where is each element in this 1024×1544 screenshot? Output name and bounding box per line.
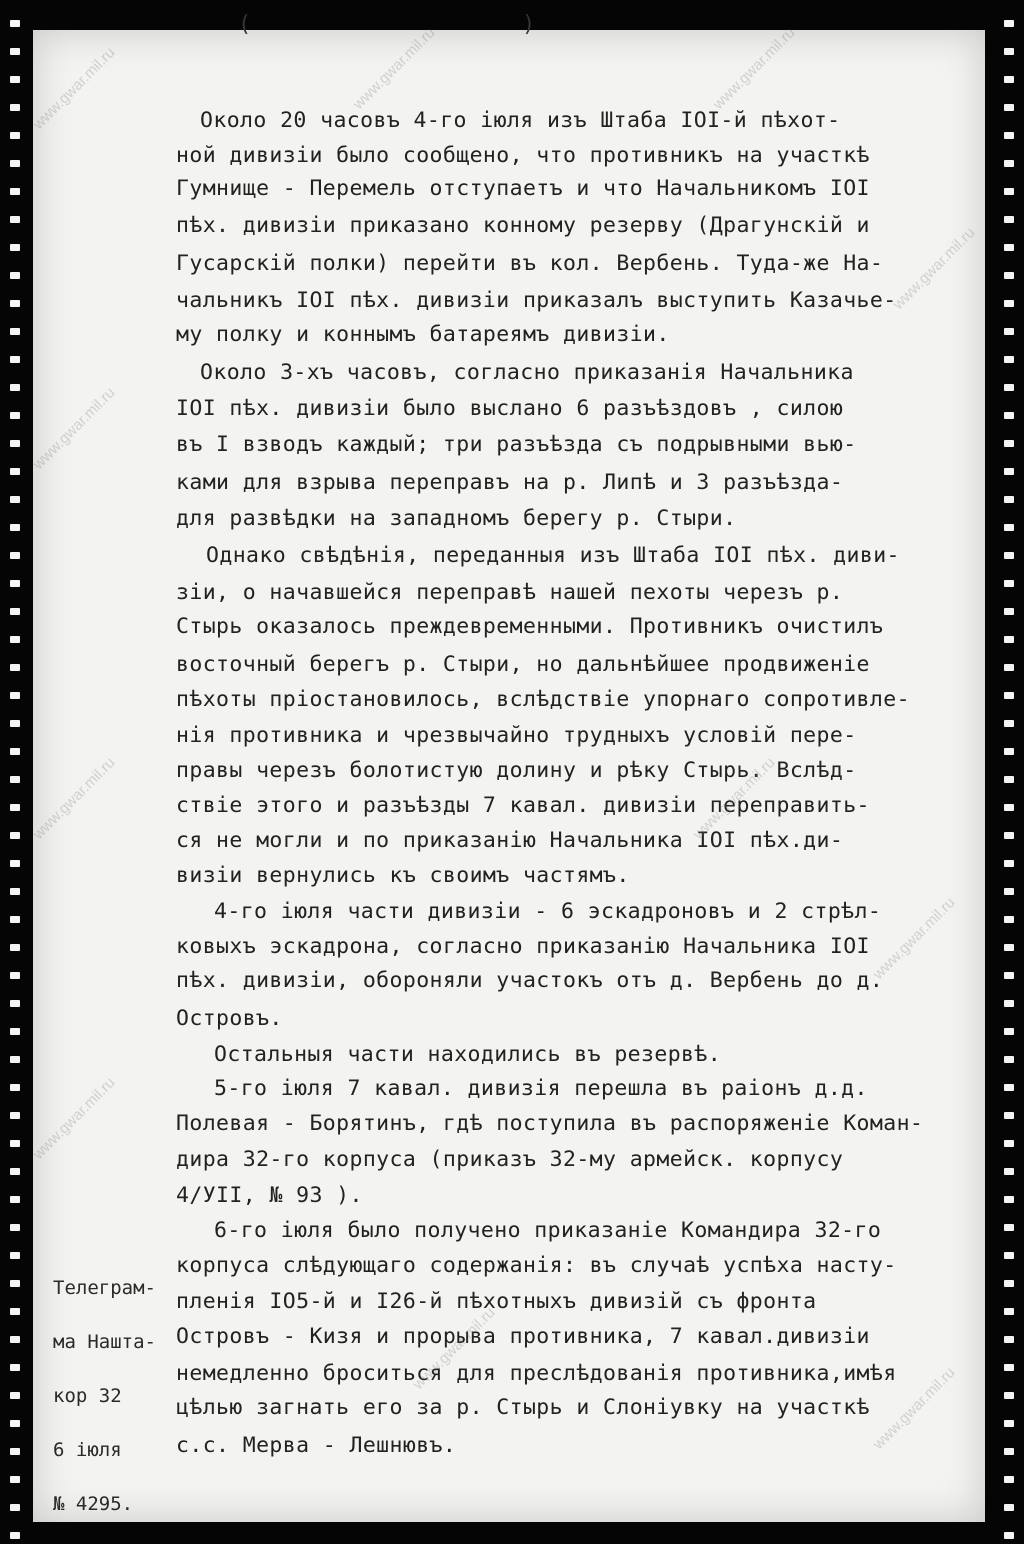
perforation-hole — [1004, 1420, 1014, 1427]
document-line: Стырь оказалось преждевременными. Противникъ очистилъ — [176, 614, 884, 639]
perforation-hole — [10, 20, 20, 27]
perforation-hole — [1004, 1252, 1014, 1259]
perforation-hole — [1004, 888, 1014, 895]
perforation-hole — [1004, 440, 1014, 447]
perforation-hole — [1004, 1448, 1014, 1455]
perforation-hole — [1004, 244, 1014, 251]
perforation-hole — [1004, 1084, 1014, 1091]
perforation-hole — [1004, 1504, 1014, 1511]
perforation-hole — [10, 1280, 20, 1287]
perforation-hole — [10, 188, 20, 195]
perforation-hole — [10, 832, 20, 839]
perforation-hole — [10, 944, 20, 951]
document-line: Полевая - Борятинъ, гдѣ поступила въ распоряженiе Коман- — [176, 1111, 924, 1136]
document-line: му полку и коннымъ батареямъ дивизiи. — [176, 322, 670, 347]
perforation-hole — [10, 692, 20, 699]
perforation-hole — [1004, 832, 1014, 839]
document-line: пѣхоты прiостановилось, вслѣдствiе упорнаго сопротивле- — [176, 687, 910, 712]
document-line: для развѣдки на западномъ берегу р. Стыри. — [176, 506, 737, 531]
perforation-hole — [1004, 1112, 1014, 1119]
top-bracket-right: ) — [522, 12, 536, 37]
perforation-hole — [1004, 188, 1014, 195]
perforation-hole — [1004, 1196, 1014, 1203]
perforation-hole — [10, 664, 20, 671]
perforation-hole — [1004, 580, 1014, 587]
document-line: дира 32-го корпуса (приказъ 32-му армейск. корпусу — [176, 1147, 844, 1172]
margin-note-line: № 4295. — [53, 1493, 134, 1515]
perforation-hole — [10, 328, 20, 335]
watermark-text: www.gwar.mil.ru — [709, 24, 799, 113]
perforation-hole — [1004, 664, 1014, 671]
perforation-hole — [10, 1252, 20, 1259]
margin-note-line: кор 32 — [53, 1385, 122, 1407]
perforation-hole — [1004, 776, 1014, 783]
perforation-hole — [1004, 76, 1014, 83]
perforation-hole — [1004, 1476, 1014, 1483]
perforation-hole — [10, 1364, 20, 1371]
document-line: 5-го iюля 7 кавал. дивизiя перешла въ раiонъ д.д. — [214, 1076, 868, 1101]
perforation-hole — [1004, 384, 1014, 391]
watermark-text: www.gwar.mil.ru — [29, 44, 119, 133]
perforation-hole — [1004, 748, 1014, 755]
watermark-text: www.gwar.mil.ru — [349, 24, 439, 113]
perforation-hole — [10, 1392, 20, 1399]
perforation-hole — [10, 1000, 20, 1007]
perforation-hole — [1004, 552, 1014, 559]
perforation-hole — [1004, 1140, 1014, 1147]
perforation-hole — [1004, 132, 1014, 139]
perforation-hole — [1004, 48, 1014, 55]
perforation-hole — [1004, 524, 1014, 531]
perforation-hole — [10, 272, 20, 279]
document-line: чальникъ IOI пѣх. дивизiи приказалъ выступить Казачье- — [176, 288, 897, 313]
perforation-hole — [10, 356, 20, 363]
perforation-hole — [10, 1140, 20, 1147]
perforation-hole — [1004, 1224, 1014, 1231]
perforation-hole — [1004, 272, 1014, 279]
watermark-text: www.gwar.mil.ru — [409, 1304, 499, 1393]
perforation-hole — [10, 776, 20, 783]
perforation-hole — [10, 76, 20, 83]
document-line: Однако свѣдѣнiя, переданныя изъ Штаба IOI пѣх. диви- — [206, 543, 900, 568]
document-line: ками для взрыва переправъ на р. Липѣ и 3 разъѣзда- — [176, 470, 844, 495]
document-line: цѣлью загнать его за р. Стырь и Слонiувку на участкѣ — [176, 1395, 870, 1420]
document-line: IOI пѣх. дивизiи было выслано 6 разъѣздовъ , силою — [176, 396, 844, 421]
document-line: ной дивизiи было сообщено, что противникъ на участкѣ — [176, 143, 870, 168]
perforation-hole — [10, 636, 20, 643]
perforation-hole — [1004, 160, 1014, 167]
document-line: с.с. Мерва - Лешнювъ. — [176, 1433, 457, 1458]
margin-note-line: Телеграм- — [53, 1277, 156, 1299]
perforation-hole — [10, 1504, 20, 1511]
perforation-hole — [1004, 1000, 1014, 1007]
perforation-hole — [1004, 944, 1014, 951]
document-line: ковыхъ эскадрона, согласно приказанiю Начальника IOI — [176, 934, 870, 959]
perforation-hole — [1004, 1280, 1014, 1287]
document-line: Гусарскiй полки) перейти въ кол. Вербень. Туда-же На- — [176, 251, 884, 276]
perforation-hole — [10, 1028, 20, 1035]
perforation-hole — [1004, 972, 1014, 979]
document-line: въ I взводъ каждый; три разъѣзда съ подрывными вью- — [176, 432, 857, 457]
perforation-hole — [10, 132, 20, 139]
perforation-hole — [10, 244, 20, 251]
document-line: Островъ. — [176, 1006, 283, 1031]
perforation-hole — [1004, 1056, 1014, 1063]
watermark-text: www.gwar.mil.ru — [889, 224, 979, 313]
perforation-hole — [10, 804, 20, 811]
perforation-hole — [1004, 412, 1014, 419]
perforation-hole — [10, 1196, 20, 1203]
document-line: ствiе этого и разъѣзды 7 кавал. дивизiи переправить- — [176, 793, 870, 818]
perforation-hole — [1004, 636, 1014, 643]
perforation-hole — [1004, 1028, 1014, 1035]
perforation-hole — [10, 1168, 20, 1175]
watermark-text: www.gwar.mil.ru — [689, 754, 779, 843]
perforation-hole — [10, 552, 20, 559]
perforation-hole — [1004, 216, 1014, 223]
perforation-hole — [1004, 1532, 1014, 1539]
document-line: нiя противника и чрезвычайно трудныхъ условiй пере- — [176, 723, 857, 748]
perforation-hole — [10, 860, 20, 867]
document-line: ся не могли и по приказанiю Начальника IOI пѣх.ди- — [176, 828, 844, 853]
document-line: правы черезъ болотистую долину и рѣку Стырь. Вслѣд- — [176, 758, 857, 783]
perforation-hole — [10, 524, 20, 531]
perforation-hole — [10, 300, 20, 307]
perforation-hole — [10, 580, 20, 587]
document-line: пленiя IO5-й и I26-й пѣхотныхъ дивизiй съ фронта — [176, 1289, 817, 1314]
watermark-text: www.gwar.mil.ru — [29, 754, 119, 843]
perforation-hole — [10, 1532, 20, 1539]
document-line: Остальныя части находились въ резервѣ. — [214, 1042, 722, 1067]
perforation-hole — [10, 1476, 20, 1483]
watermark-text: www.gwar.mil.ru — [869, 1364, 959, 1453]
perforation-hole — [1004, 804, 1014, 811]
perforation-hole — [10, 1336, 20, 1343]
perforation-hole — [10, 160, 20, 167]
perforation-hole — [10, 440, 20, 447]
perforation-hole — [1004, 300, 1014, 307]
document-line: 6-го iюля было получено приказанiе Командира 32-го — [214, 1218, 882, 1243]
perforation-hole — [1004, 468, 1014, 475]
perforation-hole — [10, 1308, 20, 1315]
perforation-hole — [10, 48, 20, 55]
perforation-hole — [1004, 1168, 1014, 1175]
perforation-hole — [10, 1224, 20, 1231]
perforation-hole — [1004, 860, 1014, 867]
document-line: 4-го iюля части дивизiи - 6 эскадроновъ и 2 стрѣл- — [214, 899, 882, 924]
document-line: зiи, о начавшейся переправѣ нашей пехоты черезъ р. — [176, 580, 844, 605]
perforation-hole — [1004, 1308, 1014, 1315]
document-line: пѣх. дивизiи, обороняли участокъ отъ д. Вербень до д. — [176, 968, 884, 993]
perforation-hole — [10, 1420, 20, 1427]
document-line: Около 20 часовъ 4-го iюля изъ Штаба IOI-й пѣхот- — [200, 108, 841, 133]
document-line: Гумнище - Перемель отступаетъ и что Начальникомъ IOI — [176, 176, 870, 201]
perforation-hole — [1004, 608, 1014, 615]
margin-note-line: 6 iюля — [53, 1439, 122, 1461]
document-line: пѣх. дивизiи приказано конному резерву (Драгунскiй и — [176, 213, 870, 238]
document-line: визiи вернулись къ своимъ частямъ. — [176, 863, 630, 888]
perforation-hole — [10, 748, 20, 755]
perforation-hole — [1004, 496, 1014, 503]
perforation-hole — [10, 384, 20, 391]
perforation-hole — [10, 468, 20, 475]
margin-note-line: ма Нашта- — [53, 1331, 156, 1353]
perforation-hole — [10, 1056, 20, 1063]
document-line: восточный берегъ р. Стыри, но дальнѣйшее продвиженiе — [176, 652, 870, 677]
perforation-hole — [1004, 1364, 1014, 1371]
perforation-hole — [10, 496, 20, 503]
document-line: Островъ - Кизя и прорыва противника, 7 кавал.дивизiи — [176, 1324, 870, 1349]
perforation-hole — [10, 888, 20, 895]
perforation-hole — [10, 412, 20, 419]
perforation-hole — [10, 1084, 20, 1091]
document-line: немедленно броситься для преслѣдованiя противника,имѣя — [176, 1361, 897, 1386]
perforation-hole — [1004, 692, 1014, 699]
perforation-hole — [10, 104, 20, 111]
perforation-hole — [1004, 1392, 1014, 1399]
perforation-hole — [10, 1112, 20, 1119]
perforation-hole — [10, 916, 20, 923]
watermark-text: www.gwar.mil.ru — [29, 1074, 119, 1163]
perforation-hole — [1004, 1336, 1014, 1343]
perforation-hole — [1004, 104, 1014, 111]
perforation-hole — [1004, 328, 1014, 335]
perforation-hole — [1004, 916, 1014, 923]
perforation-hole — [10, 720, 20, 727]
perforation-hole — [10, 1448, 20, 1455]
margin-note — [53, 1243, 156, 1531]
watermark-text: www.gwar.mil.ru — [29, 384, 119, 473]
perforation-hole — [1004, 356, 1014, 363]
document-line: 4/УII, № 93 ). — [176, 1183, 363, 1208]
perforation-hole — [1004, 20, 1014, 27]
document-line: Около 3-хъ часовъ, согласно приказанiя Начальника — [200, 360, 854, 385]
perforation-hole — [10, 608, 20, 615]
document-line: корпуса слѣдующаго содержанiя: въ случаѣ успѣха насту- — [176, 1253, 897, 1278]
perforation-hole — [1004, 720, 1014, 727]
perforation-hole — [10, 972, 20, 979]
watermark-text: www.gwar.mil.ru — [869, 894, 959, 983]
perforation-hole — [10, 216, 20, 223]
top-bracket-left: ( — [238, 12, 252, 37]
